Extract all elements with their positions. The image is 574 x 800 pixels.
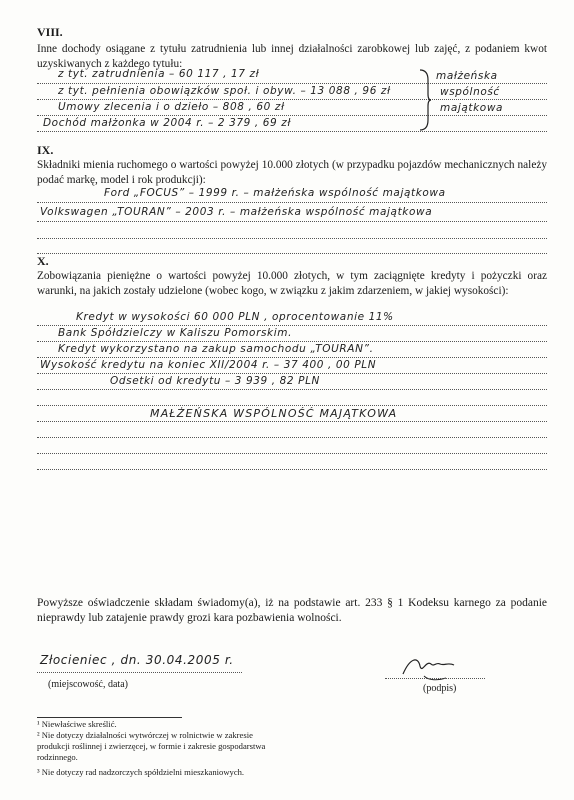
dotted-line bbox=[37, 131, 547, 132]
dotted-line bbox=[37, 405, 547, 406]
section-viii-text: Inne dochody osiągane z tytułu zatrudnienia lub innej działalności zarobkowej lub zajęć, z podaniem kwot uzyskiwanych z każdego tytułu: bbox=[37, 43, 547, 70]
liability-entry: MAŁŻEŃSKA WSPÓLNOŚĆ MAJĄTKOWA bbox=[150, 407, 398, 420]
place-date-line bbox=[37, 672, 242, 673]
section-viii-number: VIII. bbox=[37, 25, 63, 39]
liability-entry: Kredyt w wysokości 60 000 PLN , oprocentowanie 11% bbox=[76, 311, 394, 323]
place-date-value: Złocieniec , dn. 30.04.2005 r. bbox=[40, 653, 234, 667]
signature-label: (podpis) bbox=[423, 683, 457, 694]
liability-entry: Bank Spółdzielczy w Kaliszu Pomorskim. bbox=[58, 327, 293, 339]
dotted-line bbox=[37, 325, 547, 326]
dotted-line bbox=[37, 453, 547, 454]
dotted-line bbox=[37, 389, 547, 390]
signature-line bbox=[385, 678, 485, 679]
section-ix-number: IX. bbox=[37, 143, 54, 157]
liability-entry: Kredyt wykorzystano na zakup samochodu „TOURAN”. bbox=[58, 343, 374, 355]
dotted-line bbox=[37, 341, 547, 342]
signature-icon bbox=[398, 652, 458, 684]
section-x-text: Zobowiązania pieniężne o wartości powyżej 10.000 złotych, w tym zaciągnięte kredyty i pożyczki oraz warunki, na jakich zostały udzielone (wobec kogo, w związku z jakim zdarzeniem, w jakiej wysokości): bbox=[37, 270, 547, 297]
dotted-line bbox=[37, 115, 547, 116]
footnote-2: ² Nie dotyczy działalności wytwórczej w rolnictwie w zakresie produkcji roślinnej i zwierzęcej, w formie i zakresie gospodarstwa rodzinnego. bbox=[37, 730, 266, 762]
dotted-line bbox=[37, 99, 547, 100]
footnote-rule bbox=[37, 717, 182, 718]
income-entry: z tyt. zatrudnienia – 60 117 , 17 zł bbox=[58, 68, 260, 80]
footnote-3: ³ Nie dotyczy rad nadzorczych spółdzielni mieszkaniowych. bbox=[37, 767, 245, 777]
dotted-line bbox=[37, 357, 547, 358]
income-entry: Umowy zlecenia i o dzieło – 808 , 60 zł bbox=[58, 101, 285, 113]
dotted-line bbox=[37, 469, 547, 470]
bracket-note: małżeńska bbox=[436, 70, 498, 82]
bracket-icon bbox=[418, 68, 432, 132]
dotted-line bbox=[37, 437, 547, 438]
liability-entry: Wysokość kredytu na koniec XII/2004 r. – 37 400 , 00 PLN bbox=[40, 359, 377, 371]
place-date-label: (miejscowość, data) bbox=[48, 679, 128, 690]
income-entry: Dochód małżonka w 2004 r. – 2 379 , 69 zł bbox=[43, 117, 291, 129]
dotted-line bbox=[37, 253, 547, 254]
movable-asset-entry: Volkswagen „TOURAN” – 2003 r. – małżeńska wspólność majątkowa bbox=[40, 206, 433, 218]
section-ix-text: Składniki mienia ruchomego o wartości powyżej 10.000 złotych (w przypadku pojazdów mechanicznych należy podać markę, model i rok produkcji): bbox=[37, 159, 547, 186]
dotted-line bbox=[37, 421, 547, 422]
section-x-number: X. bbox=[37, 254, 49, 268]
income-entry: z tyt. pełnienia obowiązków społ. i obyw. – 13 088 , 96 zł bbox=[58, 85, 391, 97]
bracket-note: majątkowa bbox=[440, 102, 504, 114]
declaration-text: Powyższe oświadczenie składam świadomy(a), iż na podstawie art. 233 § 1 Kodeksu karnego za podanie nieprawdy lub zatajenie prawdy grozi kara pozbawienia wolności. bbox=[37, 597, 547, 624]
bracket-note: wspólność bbox=[440, 86, 500, 98]
dotted-line bbox=[37, 202, 547, 203]
liability-entry: Odsetki od kredytu – 3 939 , 82 PLN bbox=[110, 375, 320, 387]
dotted-line bbox=[37, 238, 547, 239]
dotted-line bbox=[37, 221, 547, 222]
dotted-line bbox=[37, 83, 547, 84]
footnote-1: ¹ Niewłaściwe skreślić. bbox=[37, 719, 117, 729]
dotted-line bbox=[37, 373, 547, 374]
movable-asset-entry: Ford „FOCUS” – 1999 r. – małżeńska wspólność majątkowa bbox=[104, 187, 446, 199]
